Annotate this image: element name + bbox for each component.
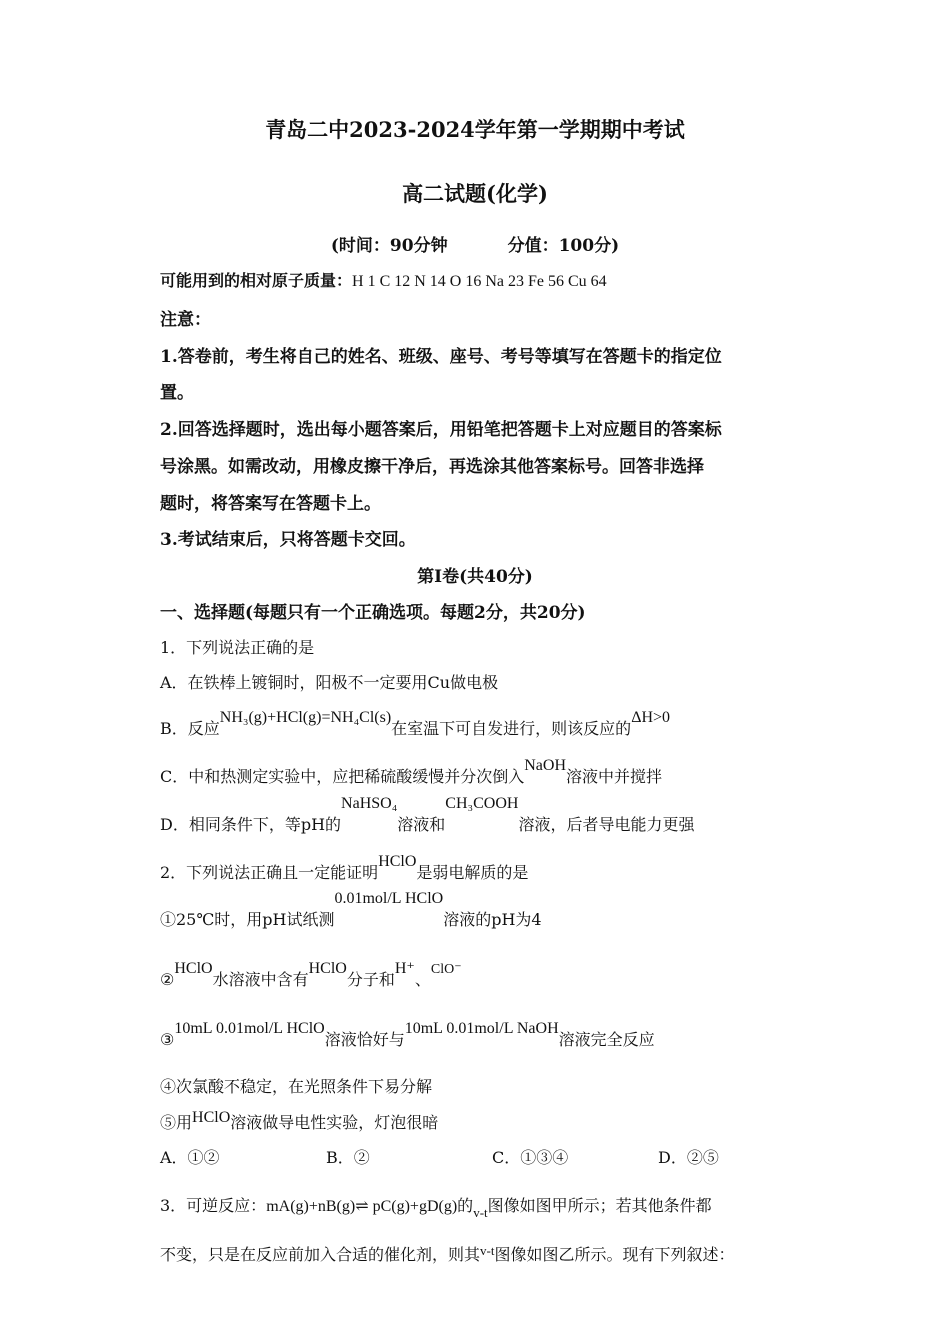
q2-i5-prefix: ⑤用 xyxy=(160,1113,193,1132)
exam-meta xyxy=(0,231,950,256)
q2-i3-chem2: 10mL 0.01mol/L NaOH xyxy=(404,1020,559,1037)
q2-i1-chem: 0.01mol/L HClO xyxy=(334,890,444,907)
q1-option-b xyxy=(160,709,671,739)
q2-item-4: ④次氯酸不稳定，在光照条件下易分解 xyxy=(160,1077,433,1096)
q2-item-1 xyxy=(160,890,542,930)
q2-i2-chem4: ClO⁻ xyxy=(430,962,462,977)
q2-option-b: B．② xyxy=(326,1148,370,1167)
q3-stem-post: 图像如图甲所示；若其他条件都 xyxy=(487,1196,712,1215)
q1-d-chem1: NaHSO₄ xyxy=(341,795,398,812)
q2-i2-sep: 、 xyxy=(414,970,431,989)
notes-heading: 注意： xyxy=(160,310,211,330)
q2-i3-prefix: ③ xyxy=(160,1030,175,1049)
atomic-masses xyxy=(160,268,607,291)
q2-option-c: C．①③④ xyxy=(492,1148,569,1167)
q2-stem-chem: HClO xyxy=(378,853,417,870)
section-title: 第Ⅰ卷(共40分) xyxy=(417,567,533,587)
q2-stem-post: 是弱电解质的是 xyxy=(416,863,529,882)
q2-i5-post: 溶液做导电性实验，灯泡很暗 xyxy=(230,1113,439,1132)
q2-i2-chem3: H⁺ xyxy=(394,960,415,977)
q1-c-post: 溶液中并搅拌 xyxy=(566,767,663,786)
q2-i2-chem1: HClO xyxy=(174,960,213,977)
q2-item-2 xyxy=(160,960,462,990)
note-2b: 号涂黑。如需改动，用橡皮擦干净后，再选涂其他答案标号。回答非选择 xyxy=(160,457,704,477)
q3-vt: v-t xyxy=(473,1205,488,1220)
q2-i1-post: 溶液的pH为4 xyxy=(443,910,542,929)
q3-stem-prefix: 3．可逆反应： xyxy=(160,1196,267,1215)
note-2c: 题时，将答案写在答题卡上。 xyxy=(160,494,381,514)
q2-item-3 xyxy=(160,1020,655,1050)
atomic-masses-label: 可能用到的相对原子质量： xyxy=(160,271,353,290)
q2-i2-chem2: HClO xyxy=(308,960,347,977)
q2-options xyxy=(160,1145,719,1168)
q3-equation: mA(g)+nB(g)⇌ pC(g)+gD(g) xyxy=(266,1198,458,1215)
q1-option-d xyxy=(160,795,695,835)
exam-time: (时间：90分钟 xyxy=(330,236,448,256)
q2-i3-post: 溶液完全反应 xyxy=(558,1030,655,1049)
q1-option-a: A．在铁棒上镀铜时，阳极不一定要用Cu做电极 xyxy=(160,673,499,692)
q2-i1-prefix: ①25℃时，用pH试纸测 xyxy=(160,910,335,929)
atomic-masses-values: H 1 C 12 N 14 O 16 Na 23 Fe 56 Cu 64 xyxy=(352,273,607,290)
q3-line2-prefix: 不变，只是在反应前加入合适的催化剂，则其 xyxy=(160,1245,481,1264)
q3-stem-mid: 的 xyxy=(457,1196,474,1215)
note-3: 3.考试结束后，只将答题卡交回。 xyxy=(160,530,416,550)
q1-stem: 1．下列说法正确的是 xyxy=(160,638,315,657)
q1-c-prefix: C．中和热测定实验中，应把稀硫酸缓慢并分次倒入 xyxy=(160,767,525,786)
exam-score: 分值：100分) xyxy=(507,236,620,256)
q2-i3-mid: 溶液恰好与 xyxy=(324,1030,405,1049)
exam-subtitle: 高二试题(化学) xyxy=(402,181,548,206)
q1-b-prefix: B．反应 xyxy=(160,719,220,738)
q1-b-enthalpy: ΔH>0 xyxy=(631,709,671,726)
q2-i2-mid2: 分子和 xyxy=(346,970,395,989)
note-1a: 1.答卷前，考生将自己的姓名、班级、座号、考号等填写在答题卡的指定位 xyxy=(160,347,722,367)
q3-stem xyxy=(160,1193,712,1220)
exam-title: 青岛二中2023-2024学年第一学期期中考试 xyxy=(265,117,685,142)
q3-line-2 xyxy=(160,1242,734,1265)
q2-stem-prefix: 2．下列说法正确且一定能证明 xyxy=(160,863,379,882)
q2-item-5 xyxy=(160,1110,438,1133)
note-2a: 2.回答选择题时，选出每小题答案后，用铅笔把答题卡上对应题目的答案标 xyxy=(160,420,722,440)
q2-stem xyxy=(160,853,529,883)
q3-line2-vt: v-t xyxy=(480,1243,495,1258)
q1-option-c xyxy=(160,757,663,787)
q1-d-prefix: D．相同条件下，等pH的 xyxy=(160,815,342,834)
q3-line2-post: 图像如图乙所示。现有下列叙述： xyxy=(494,1245,735,1264)
q1-d-post: 溶液，后者导电能力更强 xyxy=(518,815,695,834)
q1-c-chem: NaOH xyxy=(524,757,567,774)
q2-i3-chem1: 10mL 0.01mol/L HClO xyxy=(174,1020,325,1037)
q2-i2-prefix: ② xyxy=(160,970,175,989)
q2-option-d: D．②⑤ xyxy=(658,1148,719,1167)
q1-b-mid: 在室温下可自发进行，则该反应的 xyxy=(391,719,632,738)
q1-d-chem2: CH₃COOH xyxy=(445,795,519,812)
q1-b-equation: NH₃(g)+HCl(g)=NH₄Cl(s) xyxy=(219,709,392,726)
q2-i5-chem: HClO xyxy=(192,1109,231,1126)
q1-d-mid: 溶液和 xyxy=(397,815,446,834)
part1-heading: 一、选择题(每题只有一个正确选项。每题2分，共20分) xyxy=(160,603,586,623)
q2-option-a: A．①② xyxy=(160,1148,220,1167)
q2-i2-mid1: 水溶液中含有 xyxy=(212,970,309,989)
note-1b: 置。 xyxy=(160,383,194,403)
